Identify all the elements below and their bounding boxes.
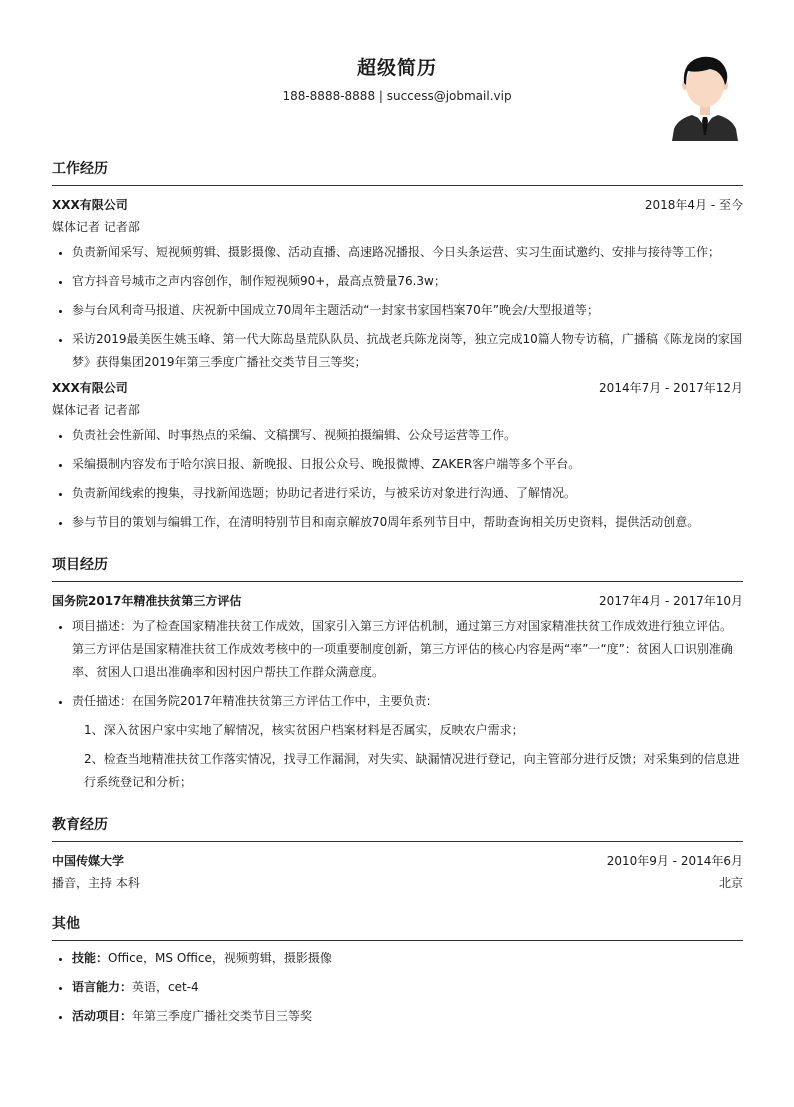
section-title-other: 其他 (52, 905, 743, 941)
responsibility-line: 2、检查当地精准扶贫工作落实情况，找寻工作漏洞，对失实、缺漏情况进行登记，向主管部分进行反馈；对采集到的信息进行系统登记和分析； (84, 752, 740, 789)
work-entry-2-header (52, 380, 743, 396)
education-detail-row (52, 875, 743, 891)
item-value: 英语，cet-4 (132, 980, 199, 994)
list-item (72, 1005, 743, 1028)
work-entry-1-role-row (52, 219, 743, 235)
other-items (52, 947, 743, 1028)
list-item: • 采访2019最美医生姚玉峰、第一代大陈岛垦荒队队员、抗战老兵陈龙岗等，独立完成10篇人物专访稿，广播稿《陈龙岗的家国梦》获得集团2019年第三季度广播社交类节目三等奖； (72, 328, 743, 374)
item-key: 活动项目： (72, 1009, 133, 1023)
project-name: 国务院2017年精准扶贫第三方评估 (52, 594, 242, 608)
item-key: 语言能力： (72, 980, 133, 994)
list-item: • 采编摄制内容发布于哈尔滨日报、新晚报、日报公众号、晚报微博、ZAKER客户端等多个平台。 (72, 453, 743, 476)
list-item: • 负责新闻采写、短视频剪辑、摄影摄像、活动直播、高速路况播报、今日头条运营、实习生面试邀约、安排与接待等工作； (72, 241, 743, 264)
work-entry-1-header (52, 197, 743, 213)
item-key: 技能： (72, 951, 109, 965)
resume-header (0, 0, 794, 150)
item-value: Office，MS Office，视频剪辑，摄影摄像 (108, 951, 332, 965)
date-range: 2014年7月 - 2017年12月 (599, 381, 743, 395)
list-item (72, 976, 743, 999)
school-location: 北京 (718, 876, 743, 890)
project-section (52, 546, 743, 794)
date-range: 2017年4月 - 2017年10月 (599, 594, 743, 608)
list-item: • 负责社会性新闻、时事热点的采编、文稿撰写、视频拍摄编辑、公众号运营等工作。 (72, 424, 743, 447)
date-range: 2010年9月 - 2014年6月 (606, 854, 743, 868)
education-header (52, 853, 743, 869)
list-item (72, 947, 743, 970)
resume-content (52, 150, 743, 1034)
project-bullets (52, 615, 743, 713)
work-section (52, 150, 743, 534)
list-item: • 责任描述：在国务院2017年精准扶贫第三方评估工作中，主要负责: (72, 690, 743, 713)
contact-info: 188-8888-8888 | success@jobmail.vip (282, 89, 512, 103)
avatar-portrait-icon (670, 55, 740, 141)
list-item: • 项目描述：为了检查国家精准扶贫工作成效，国家引入第三方评估机制，通过第三方对国家精准扶贫工作成效进行独立评估。第三方评估是国家精准扶贫工作成效考核中的一项重要制度创新，第三方评估的核心内容是两“率”一“度”：贫困人口识别准确率、贫困人口退出准确率和因村因户帮扶工作群众满意度。 (72, 615, 743, 684)
section-title-project: 项目经历 (52, 546, 743, 582)
list-item: • 负责新闻线索的搜集，寻找新闻选题；协助记者进行采访，与被采访对象进行沟通、了解情况。 (72, 482, 743, 505)
other-section (52, 905, 743, 1028)
section-title-work: 工作经历 (52, 150, 743, 186)
item-value: 年第三季度广播社交类节目三等奖 (132, 1009, 313, 1023)
job-role: 媒体记者 记者部 (52, 220, 140, 234)
work-entry-2-bullets (52, 424, 743, 534)
list-item: • 官方抖音号城市之声内容创作，制作短视频90+，最高点赞量76.3w； (72, 270, 743, 293)
candidate-name: 超级简历 (356, 57, 437, 79)
education-section (52, 806, 743, 891)
list-item: • 参与节目的策划与编辑工作，在清明特别节目和南京解放70周年系列节目中，帮助查询相关历史资料，提供活动创意。 (72, 511, 743, 534)
responsibility-line: 1、深入贫困户家中实地了解情况，核实贫困户档案材料是否属实，反映农户需求； (84, 723, 524, 737)
school-name: 中国传媒大学 (52, 854, 125, 868)
company-name: XXX有限公司 (52, 381, 128, 395)
company-name: XXX有限公司 (52, 198, 128, 212)
work-entry-2-role-row (52, 402, 743, 418)
major-degree: 播音，主持 本科 (52, 876, 140, 890)
list-item: • 参与台风利奇马报道、庆祝新中国成立70周年主题活动“一封家书家国档案70年”晚会/大型报道等； (72, 299, 743, 322)
date-range: 2018年4月 - 至今 (644, 198, 743, 212)
section-title-education: 教育经历 (52, 806, 743, 842)
work-entry-1-bullets (52, 241, 743, 374)
project-header (52, 593, 743, 609)
job-role: 媒体记者 记者部 (52, 403, 140, 417)
